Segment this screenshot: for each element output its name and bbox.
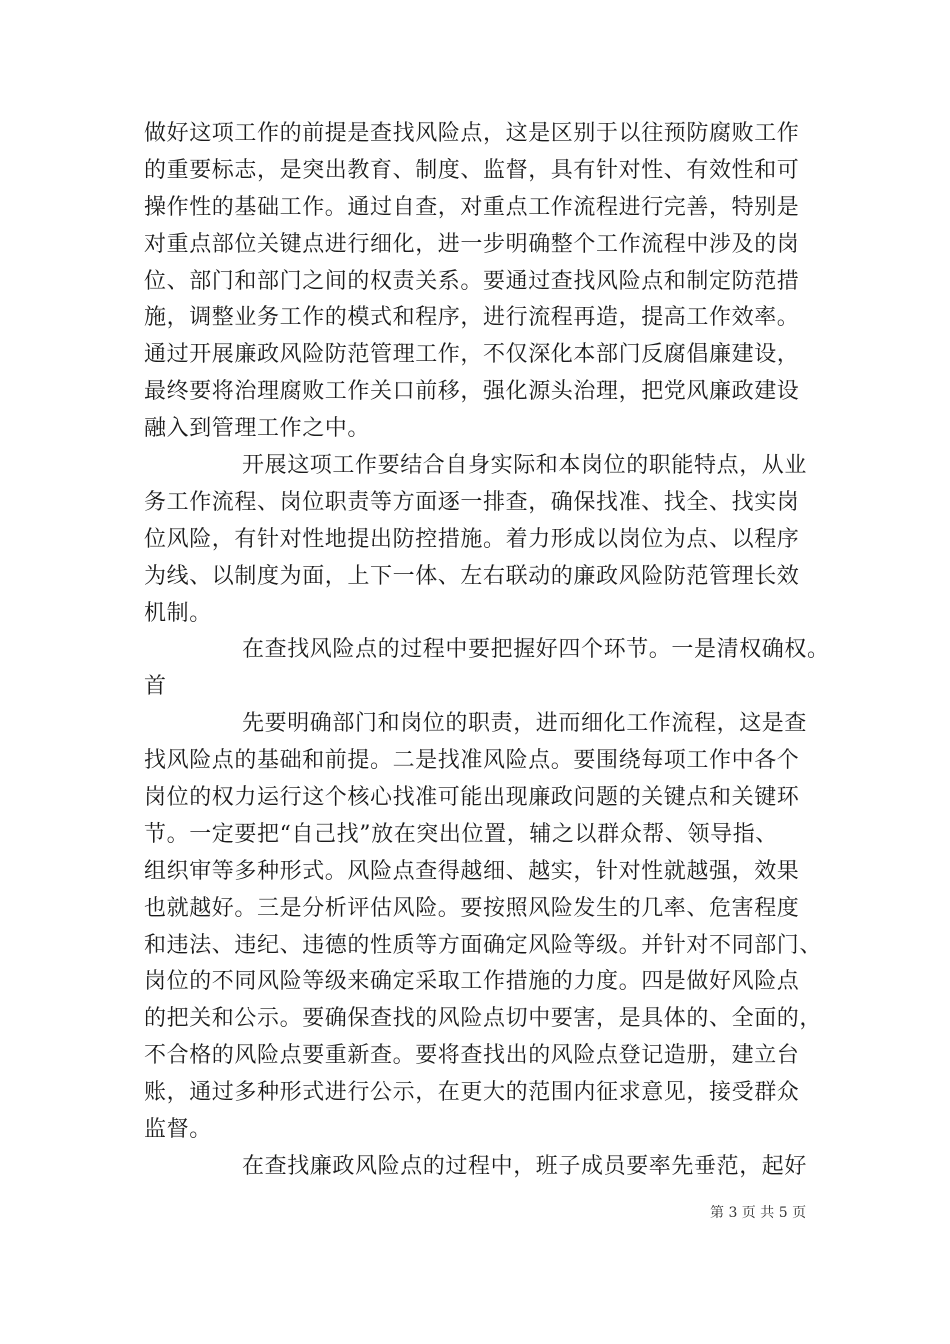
text-line: 和违法、违纪、违德的性质等方面确定风险等级。并针对不同部门、 bbox=[144, 932, 823, 958]
text-line: 组织审等多种形式。风险点查得越细、越实，针对性就越强，效果 bbox=[144, 858, 800, 884]
text-line: 通过开展廉政风险防范管理工作，不仅深化本部门反腐倡廉建设， bbox=[144, 342, 800, 368]
text-line: 融入到管理工作之中。 bbox=[144, 416, 371, 442]
page-number-footer: 第 3 页 共 5 页 bbox=[710, 1205, 807, 1221]
text-line: 岗位的权力运行这个核心找准可能出现廉政问题的关键点和关键环 bbox=[144, 785, 800, 811]
text-line: 账，通过多种形式进行公示，在更大的范围内征求意见，接受群众 bbox=[144, 1080, 800, 1106]
text-line: 为线、以制度为面，上下一体、左右联动的廉政风险防范管理长效 bbox=[144, 563, 800, 589]
document-body bbox=[144, 116, 844, 1186]
text-line: 监督。 bbox=[144, 1117, 212, 1143]
text-line: 岗位的不同风险等级来确定采取工作措施的力度。四是做好风险点 bbox=[144, 969, 800, 995]
text-line: 首 bbox=[144, 674, 167, 700]
text-line: 找风险点的基础和前提。二是找准风险点。要围绕每项工作中各个 bbox=[144, 748, 800, 774]
text-line: 对重点部位关键点进行细化，进一步明确整个工作流程中涉及的岗 bbox=[144, 231, 800, 257]
text-line: 的把关和公示。要确保查找的风险点切中要害，是具体的、全面的， bbox=[144, 1006, 823, 1032]
text-line: 做好这项工作的前提是查找风险点，这是区别于以往预防腐败工作 bbox=[144, 121, 800, 146]
text-line: 节。一定要把“自己找”放在突出位置，辅之以群众帮、领导指、 bbox=[144, 821, 778, 847]
text-line: 施，调整业务工作的模式和程序，进行流程再造，提高工作效率。 bbox=[144, 305, 800, 331]
text-line: 位、部门和部门之间的权责关系。要通过查找风险点和制定防范措 bbox=[144, 268, 800, 294]
text-line: 位风险，有针对性地提出防控措施。着力形成以岗位为点、以程序 bbox=[144, 526, 800, 552]
text-line: 最终要将治理腐败工作关口前移，强化源头治理，把党风廉政建设 bbox=[144, 379, 800, 405]
text-line: 的重要标志，是突出教育、制度、监督，具有针对性、有效性和可 bbox=[144, 157, 800, 183]
text-line: 开展这项工作要结合自身实际和本岗位的职能特点，从业 bbox=[242, 453, 808, 479]
text-line: 机制。 bbox=[144, 600, 212, 626]
text-line: 也就越好。三是分析评估风险。要按照风险发生的几率、危害程度 bbox=[144, 895, 800, 921]
text-line: 先要明确部门和岗位的职责，进而细化工作流程，这是查 bbox=[242, 711, 808, 737]
text-line: 在查找风险点的过程中要把握好四个环节。一是清权确权。 bbox=[242, 637, 830, 663]
text-line: 不合格的风险点要重新查。要将查找出的风险点登记造册，建立台 bbox=[144, 1043, 800, 1069]
text-line: 务工作流程、岗位职责等方面逐一排查，确保找准、找全、找实岗 bbox=[144, 489, 800, 515]
text-line: 操作性的基础工作。通过自查，对重点工作流程进行完善，特别是 bbox=[144, 194, 800, 220]
text-line: 在查找廉政风险点的过程中，班子成员要率先垂范，起好 bbox=[242, 1153, 808, 1179]
